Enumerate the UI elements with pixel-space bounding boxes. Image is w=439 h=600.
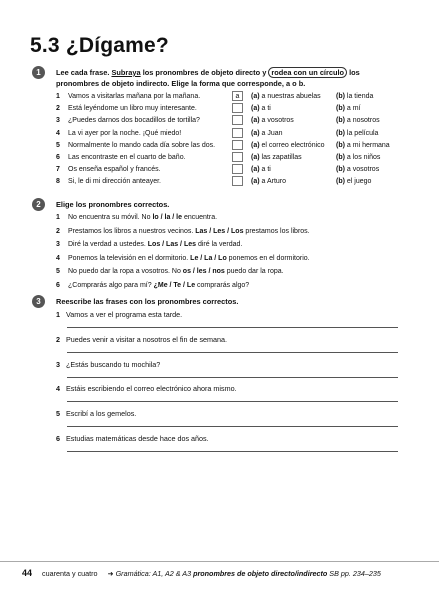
grammar-topic: pronombres de objeto directo/indirecto	[191, 569, 328, 578]
sentence-text: comprarás algo?	[195, 282, 250, 289]
exercise-3-item	[56, 335, 227, 344]
page-number: 44	[22, 568, 33, 578]
option-b	[336, 115, 380, 126]
item-number: 5	[56, 268, 60, 276]
option-a-label: (a)	[251, 93, 260, 100]
option-a-text: a nuestras abuelas	[261, 93, 321, 100]
item-sentence: Normalmente lo mando cada día sobre las dos.	[68, 141, 216, 149]
item-number: 5	[56, 409, 60, 419]
exercise-1-item	[56, 140, 426, 151]
answer-box[interactable]	[232, 140, 243, 150]
item-number: 4	[56, 384, 60, 394]
option-a-text: a ti	[261, 166, 271, 174]
pronoun-options[interactable]: ¿Me / Te / Le	[153, 282, 196, 289]
sentence-text: encuentra.	[182, 214, 218, 221]
answer-line[interactable]	[67, 377, 398, 378]
option-a	[251, 140, 325, 151]
pronoun-options[interactable]: Las / Les / Los	[195, 227, 244, 235]
textbook-pages: SB pp. 234–235	[327, 569, 381, 578]
instruction-underlined: Subraya	[111, 68, 141, 77]
answer-box[interactable]	[232, 176, 243, 186]
option-a	[251, 103, 271, 114]
exercise-1-item	[56, 91, 426, 102]
instruction-text: los pronombres de objeto directo y	[140, 68, 269, 77]
sentence-text: Ponemos la televisión en el dormitorio.	[68, 254, 191, 262]
option-b-text: la tienda	[346, 93, 374, 100]
answer-line[interactable]	[67, 401, 398, 402]
item-sentence: Puedes venir a visitar a nosotros el fin de semana.	[66, 334, 228, 344]
item-number: 3	[56, 117, 60, 125]
exercise-1-item	[56, 115, 426, 126]
instruction-text: los	[347, 68, 360, 77]
option-a-text: a ti	[261, 105, 271, 113]
option-a-text: el correo electrónico	[261, 141, 325, 149]
exercise-1-item	[56, 164, 426, 175]
sentence-text: prestamos los libros.	[243, 227, 310, 235]
sentence-text: diré la verdad.	[196, 241, 243, 249]
option-b-label: (b)	[336, 178, 345, 186]
sentence-text: puedo dar la ropa.	[224, 268, 284, 276]
grammar-reference: Gramática: A1, A2 & A3	[115, 569, 192, 578]
option-a-text: a vosotros	[261, 117, 294, 125]
option-b-label: (b)	[336, 117, 345, 125]
option-b-text: a los niños	[346, 154, 381, 161]
option-b-text: a mí	[346, 105, 361, 113]
item-sentence: ¿Estás buscando tu mochila?	[66, 359, 161, 369]
exercise-1-item	[56, 103, 426, 114]
sentence-text: Diré la verdad a ustedes.	[68, 241, 148, 249]
option-a	[251, 91, 321, 102]
option-b-text: a vosotros	[346, 166, 380, 174]
option-b-text: a mi hermana	[346, 141, 390, 149]
item-sentence: Está leyéndome un libro muy interesante.	[68, 105, 197, 113]
option-a	[251, 176, 286, 187]
option-a-label: (a)	[251, 166, 260, 174]
item-number: 1	[56, 93, 60, 100]
item-sentence	[68, 266, 284, 278]
answer-box[interactable]	[232, 152, 243, 162]
item-number: 7	[56, 166, 60, 174]
answer-line[interactable]	[67, 352, 398, 353]
item-number: 2	[56, 227, 60, 235]
instruction-text: Lee cada frase.	[56, 68, 112, 77]
option-a-label: (a)	[251, 129, 260, 137]
item-number: 6	[56, 282, 60, 289]
exercise-1-item	[56, 128, 426, 139]
option-b-label: (b)	[336, 166, 345, 174]
option-a-label: (a)	[251, 178, 260, 186]
exercise-1-number: 1	[32, 66, 45, 79]
option-a-label: (a)	[251, 154, 260, 161]
footer	[22, 568, 381, 578]
option-b	[336, 91, 373, 102]
option-a-label: (a)	[251, 141, 260, 149]
answer-line[interactable]	[67, 451, 398, 452]
pronoun-options[interactable]: Le / La / Lo	[190, 254, 227, 262]
option-b	[336, 176, 371, 187]
item-number: 3	[56, 241, 60, 249]
exercise-2-item	[56, 239, 426, 251]
item-sentence: ¿Puedes darnos dos bocadillos de tortilla?	[68, 117, 200, 125]
item-sentence: Vamos a ver el programa esta tarde.	[66, 310, 183, 319]
item-sentence	[68, 226, 310, 238]
exercise-2-item	[56, 212, 426, 224]
item-sentence: Os enseña español y francés.	[68, 166, 161, 174]
answer-box[interactable]	[232, 164, 243, 174]
arrow-icon: ➜	[107, 569, 114, 578]
option-a	[251, 152, 302, 163]
footer-divider	[0, 561, 439, 562]
item-sentence: Estudias matemáticas desde hace dos años.	[66, 434, 209, 443]
item-number: 3	[56, 359, 60, 369]
sentence-text: Prestamos los libros a nuestros vecinos.	[68, 227, 196, 235]
item-sentence	[68, 280, 249, 292]
answer-line[interactable]	[67, 327, 398, 328]
exercise-3-item	[56, 434, 209, 443]
sentence-text: ¿Comprarás algo para mí?	[68, 282, 154, 289]
answer-box[interactable]: a	[232, 91, 243, 101]
option-b-label: (b)	[336, 154, 345, 161]
instruction-circled: rodea con un círculo	[268, 67, 347, 78]
item-number: 1	[56, 310, 60, 319]
option-b	[336, 128, 378, 139]
exercise-2-item	[56, 253, 426, 265]
item-number: 4	[56, 129, 60, 137]
option-a-text: a Juan	[261, 129, 283, 137]
sentence-text: ponemos en el dormitorio.	[226, 254, 310, 262]
option-b	[336, 152, 380, 163]
exercise-3-item	[56, 409, 136, 418]
option-b-label: (b)	[336, 105, 345, 113]
option-a-label: (a)	[251, 105, 260, 113]
item-sentence	[68, 253, 310, 265]
option-b-text: a nosotros	[346, 117, 380, 125]
page-number-words: cuarenta y cuatro	[42, 569, 98, 578]
option-a	[251, 128, 283, 139]
exercise-1-item	[56, 176, 426, 187]
option-a	[251, 164, 271, 175]
exercise-3-item	[56, 384, 237, 393]
instruction-text: pronombres de objeto indirecto. Elige la forma que corresponde, a o b.	[56, 79, 306, 88]
exercise-3-instruction: Reescribe las frases con los pronombres correctos.	[56, 297, 239, 306]
exercise-3-number: 3	[32, 295, 45, 308]
item-sentence: La vi ayer por la noche. ¡Qué miedo!	[68, 129, 182, 137]
item-sentence	[68, 239, 242, 251]
option-a	[251, 115, 294, 126]
option-b-text: el juego	[346, 178, 372, 186]
item-sentence: Vamos a visitarlas mañana por la mañana.	[68, 93, 201, 100]
item-number: 2	[56, 334, 60, 344]
exercise-2-instruction: Elige los pronombres correctos.	[56, 200, 170, 209]
item-sentence	[68, 212, 217, 224]
exercise-2-number: 2	[32, 198, 45, 211]
item-sentence: Si, le di mi dirección anteayer.	[68, 178, 161, 186]
option-b-label: (b)	[336, 129, 345, 137]
item-number: 1	[56, 214, 60, 221]
item-number: 2	[56, 105, 60, 113]
option-a-text: las zapatillas	[261, 154, 302, 161]
exercise-1-item	[56, 152, 426, 163]
option-b-label: (b)	[336, 93, 345, 100]
sentence-text: No puedo dar la ropa a vosotros. No	[68, 268, 183, 276]
option-b	[336, 103, 361, 114]
pronoun-options[interactable]: Los / Las / Les	[147, 241, 197, 249]
sentence-text: No encuentra su móvil. No	[68, 214, 153, 221]
item-number: 6	[56, 434, 60, 443]
item-sentence: Escribí a los gemelos.	[66, 409, 137, 419]
answer-box[interactable]	[232, 115, 243, 125]
answer-box[interactable]	[232, 103, 243, 113]
exercise-1-instruction	[56, 67, 426, 89]
option-a-text: a Arturo	[261, 178, 287, 186]
option-b	[336, 164, 379, 175]
item-number: 5	[56, 141, 60, 149]
option-a-label: (a)	[251, 117, 260, 125]
page-title: 5.3 ¿Dígame?	[30, 34, 169, 57]
option-b-text: la película	[346, 129, 379, 137]
answer-box[interactable]	[232, 128, 243, 138]
item-number: 8	[56, 178, 60, 186]
option-b-label: (b)	[336, 141, 345, 149]
pronoun-options[interactable]: os / les / nos	[182, 268, 225, 276]
item-sentence: Estáis escribiendo el correo electrónico ahora mismo.	[66, 384, 237, 394]
exercise-2-item	[56, 280, 426, 292]
item-number: 4	[56, 254, 60, 262]
exercise-2-item	[56, 266, 426, 278]
item-sentence: Las encontraste en el cuarto de baño.	[68, 154, 186, 161]
answer-line[interactable]	[67, 426, 398, 427]
exercise-3-item	[56, 360, 160, 369]
pronoun-options[interactable]: lo / la / le	[152, 214, 183, 221]
option-b	[336, 140, 390, 151]
exercise-3-item	[56, 310, 182, 319]
exercise-2-item	[56, 226, 426, 238]
item-number: 6	[56, 154, 60, 161]
